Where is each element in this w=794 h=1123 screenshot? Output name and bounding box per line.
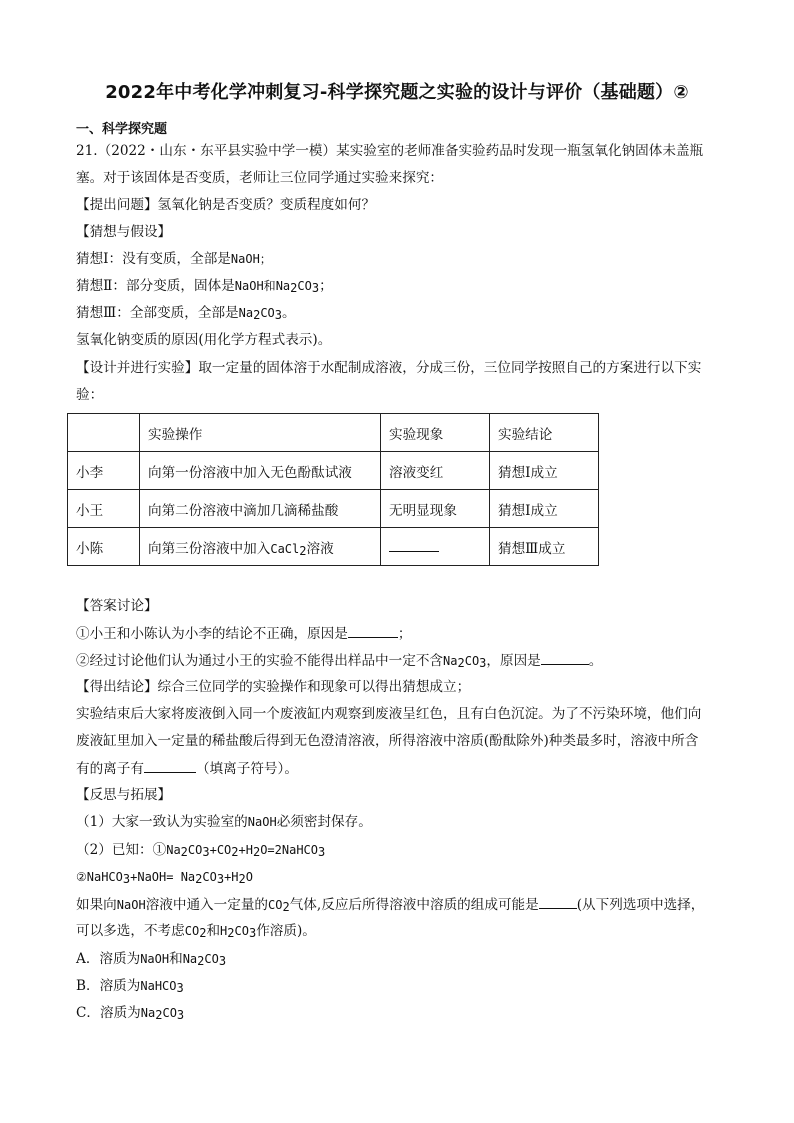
page-title: 2022年中考化学冲刺复习-科学探究题之实验的设计与评价（基础题）② xyxy=(105,82,689,103)
reflect-3: ②NaHCO$_3$+NaOH= $Na_2CO_3+H_2O$ xyxy=(76,870,253,886)
operation-cell: 向第二份溶液中滴加几滴稀盐酸 xyxy=(140,490,381,528)
option-a[interactable]: A．溶质为NaOH和$Na_2CO_3$ xyxy=(76,951,227,968)
table-header-cell: 实验现象 xyxy=(381,414,490,452)
answer-blank[interactable] xyxy=(348,623,398,638)
conclusion-line: 【得出结论】综合三位同学的实验操作和现象可以得出猜想成立； xyxy=(76,679,471,695)
design-line-1: 【设计并进行实验】取一定量的固体溶于水配制成溶液，分成三份，三位同学按照自己的方案进行以下实 xyxy=(76,360,702,376)
reflect-1: （1）大家一致认为实验室的NaOH必须密封保存。 xyxy=(76,814,372,830)
reason-line: 氢氧化钠变质的原因(用化学方程式表示)。 xyxy=(76,332,332,348)
guess-1: 猜想Ⅰ：没有变质，全部是NaOH； xyxy=(76,251,272,267)
reflect-header: 【反思与拓展】 xyxy=(76,787,172,803)
discussion-2: ②经过讨论他们认为通过小王的实验不能得出样品中一定不含$Na_2CO_3$，原因是 。 xyxy=(76,650,602,671)
guess-3: 猜想Ⅲ：全部变质，全部是$Na_2CO_3$。 xyxy=(76,305,296,322)
discussion-1: ①小王和小陈认为小李的结论不正确，原因是 ； xyxy=(76,623,411,644)
question-source-line: 21.（2022・山东・东平县实验中学一模）某实验室的老师准备实验药品时发现一瓶氢氧化钠固体未盖瓶 xyxy=(76,143,704,159)
raise-question: 【提出问题】氢氧化钠是否变质？变质程度如何？ xyxy=(76,197,376,213)
option-b[interactable]: B．溶质为NaHCO$_3$ xyxy=(76,978,184,995)
answer-blank[interactable] xyxy=(541,650,589,665)
design-line-2: 验： xyxy=(76,387,104,403)
conclusion-cell: 猜想Ⅲ成立 xyxy=(490,528,599,566)
phenomenon-cell xyxy=(381,528,490,566)
paragraph-line-1: 实验结束后大家将废液倒入同一个废液缸内观察到废液呈红色，且有白色沉淀。为了不污染环境，他们向 xyxy=(76,706,702,722)
option-c[interactable]: C．溶质为$Na_2CO_3$ xyxy=(76,1005,185,1022)
conclusion-cell: 猜想Ⅰ成立 xyxy=(490,452,599,490)
table-row xyxy=(68,490,599,528)
table-row xyxy=(68,528,599,566)
table-header-cell xyxy=(68,414,140,452)
student-name: 小王 xyxy=(68,490,140,528)
guess-header: 【猜想与假设】 xyxy=(76,224,172,240)
student-name: 小李 xyxy=(68,452,140,490)
guess-2: 猜想Ⅱ：部分变质，固体是NaOH和$Na_2CO_3$； xyxy=(76,278,333,295)
reflect-question-1: 如果向NaOH溶液中通入一定量的$CO_2$气体,反应后所得溶液中溶质的组成可能是 (从下列选项中选择， xyxy=(76,894,704,915)
table-header-cell: 实验操作 xyxy=(140,414,381,452)
section-heading: 一、科学探究题 xyxy=(76,122,168,137)
operation-cell: 向第一份溶液中加入无色酚酞试液 xyxy=(140,452,381,490)
phenomenon-cell: 无明显现象 xyxy=(381,490,490,528)
discussion-header: 【答案讨论】 xyxy=(76,598,158,614)
answer-blank[interactable] xyxy=(389,537,439,552)
table-row xyxy=(68,452,599,490)
experiment-table xyxy=(67,413,599,566)
answer-blank[interactable] xyxy=(144,758,196,773)
paragraph-line-3: 有的离子有 （填离子符号）。 xyxy=(76,758,298,779)
reflect-question-2: 可以多选，不考虑$CO_2$和$H_2CO_3$作溶质)。 xyxy=(76,923,316,940)
answer-blank[interactable] xyxy=(539,894,577,909)
conclusion-cell: 猜想Ⅰ成立 xyxy=(490,490,599,528)
table-header-cell: 实验结论 xyxy=(490,414,599,452)
paragraph-line-2: 废液缸里加入一定量的稀盐酸后得到无色澄清溶液，所得溶液中溶质(酚酞除外)种类最多时，溶液中所含 xyxy=(76,733,699,749)
table-header-row xyxy=(68,414,599,452)
phenomenon-cell: 溶液变红 xyxy=(381,452,490,490)
reflect-2: （2）已知：$①Na_2CO_3+CO_2+H_2O=2NaHCO_3$ xyxy=(76,842,326,859)
student-name: 小陈 xyxy=(68,528,140,566)
operation-cell: 向第三份溶液中加入CaCl$_2$溶液 xyxy=(140,528,381,566)
question-line-2: 塞。对于该固体是否变质，老师让三位同学通过实验来探究： xyxy=(76,170,444,186)
